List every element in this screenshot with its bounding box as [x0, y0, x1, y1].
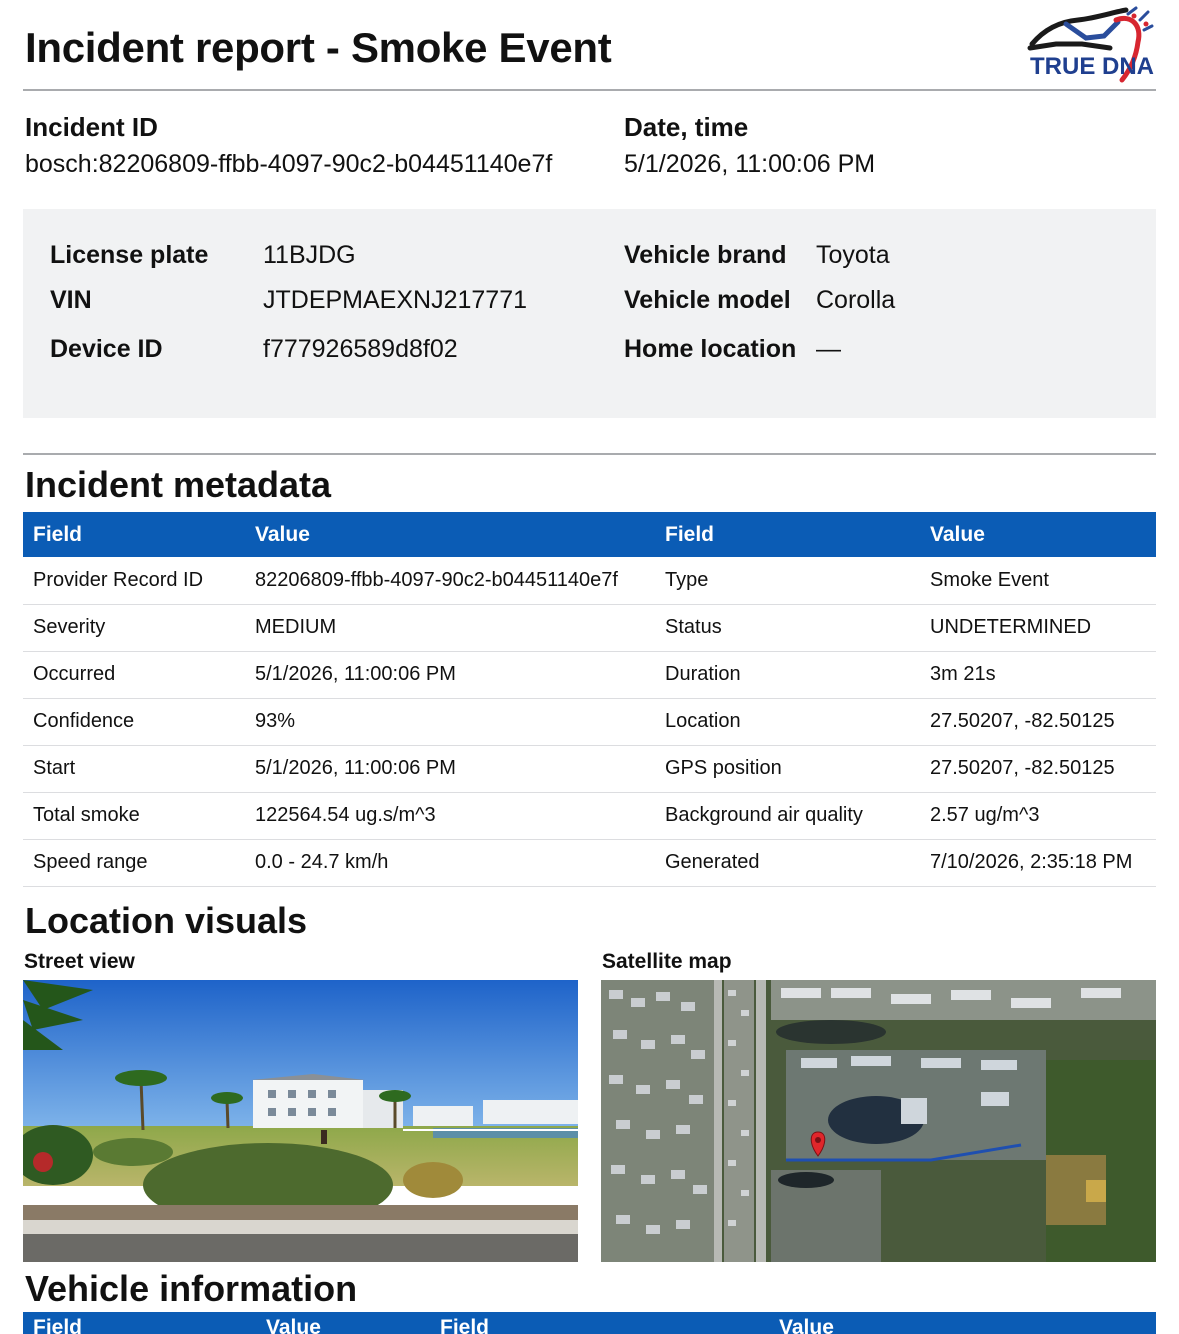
field-cell: Occurred [23, 651, 245, 698]
field-cell: Start [23, 745, 245, 792]
datetime-label: Date, time [624, 112, 749, 142]
table-header-row [23, 1312, 1156, 1334]
section-divider [23, 453, 1156, 455]
device-id-label: Device ID [50, 335, 163, 363]
field-cell: Speed range [23, 839, 245, 886]
license-plate-label: License plate [50, 241, 209, 269]
vehicle-model-label: Vehicle model [624, 286, 791, 314]
satellite-map-label: Satellite map [602, 950, 732, 973]
column-header: Field [23, 512, 245, 557]
satellite-map-image [601, 980, 1156, 1262]
incident-id-value: bosch:82206809-ffbb-4097-90c2-b04451140e7f [25, 150, 553, 178]
field-cell: Severity [23, 604, 245, 651]
value-cell: 93% [245, 698, 655, 745]
value-cell: 0.0 - 24.7 km/h [245, 839, 655, 886]
page-title: Incident report - Smoke Event [25, 24, 612, 71]
column-header: Field [655, 512, 920, 557]
license-plate-value: 11BJDG [263, 241, 356, 269]
logo-text: TRUE DNA [1030, 53, 1154, 80]
value-cell: UNDETERMINED [920, 604, 1156, 651]
field-cell: Background air quality [655, 792, 920, 839]
table-row [23, 745, 1156, 792]
field-cell: Location [655, 698, 920, 745]
vehicle-summary-panel [23, 209, 1156, 418]
table-row [23, 557, 1156, 604]
table-row [23, 698, 1156, 745]
column-header: Value [920, 512, 1156, 557]
vehicle-info-section-title: Vehicle information [25, 1268, 358, 1309]
column-header: Value [769, 1312, 1156, 1334]
home-location-label: Home location [624, 335, 797, 363]
column-header: Value [245, 512, 655, 557]
incident-id-label: Incident ID [25, 112, 158, 142]
value-cell: 7/10/2026, 2:35:18 PM [920, 839, 1156, 886]
value-cell: 5/1/2026, 11:00:06 PM [245, 651, 655, 698]
table-row [23, 604, 1156, 651]
vehicle-model-value: Corolla [816, 286, 896, 314]
device-id-value: f777926589d8f02 [263, 335, 458, 363]
value-cell: 2.57 ug/m^3 [920, 792, 1156, 839]
metadata-section-title: Incident metadata [25, 464, 332, 505]
table-row [23, 792, 1156, 839]
vehicle-brand-value: Toyota [816, 241, 890, 269]
value-cell: 27.50207, -82.50125 [920, 698, 1156, 745]
value-cell: Smoke Event [920, 557, 1156, 604]
field-cell: Confidence [23, 698, 245, 745]
field-cell: Status [655, 604, 920, 651]
field-cell: Total smoke [23, 792, 245, 839]
value-cell: 122564.54 ug.s/m^3 [245, 792, 655, 839]
field-cell: Generated [655, 839, 920, 886]
field-cell: GPS position [655, 745, 920, 792]
value-cell: 27.50207, -82.50125 [920, 745, 1156, 792]
value-cell: MEDIUM [245, 604, 655, 651]
header-divider [23, 89, 1156, 91]
true-dna-logo [1026, 4, 1154, 86]
field-cell: Duration [655, 651, 920, 698]
vehicle-info-table [23, 1312, 1156, 1334]
vin-label: VIN [50, 286, 92, 314]
column-header: Field [430, 1312, 769, 1334]
field-cell: Provider Record ID [23, 557, 245, 604]
value-cell: 3m 21s [920, 651, 1156, 698]
visuals-section-title: Location visuals [25, 900, 308, 941]
field-cell: Type [655, 557, 920, 604]
street-view-image [23, 980, 578, 1262]
home-location-value: — [816, 335, 841, 363]
value-cell: 82206809-ffbb-4097-90c2-b04451140e7f [245, 557, 655, 604]
vehicle-brand-label: Vehicle brand [624, 241, 787, 269]
datetime-value: 5/1/2026, 11:00:06 PM [624, 150, 876, 178]
column-header: Value [256, 1312, 430, 1334]
value-cell: 5/1/2026, 11:00:06 PM [245, 745, 655, 792]
table-header-row [23, 512, 1156, 557]
incident-metadata-table [23, 512, 1156, 887]
table-row [23, 839, 1156, 886]
vin-value: JTDEPMAEXNJ217771 [263, 286, 528, 314]
table-row [23, 651, 1156, 698]
column-header: Field [23, 1312, 256, 1334]
street-view-label: Street view [24, 950, 135, 973]
